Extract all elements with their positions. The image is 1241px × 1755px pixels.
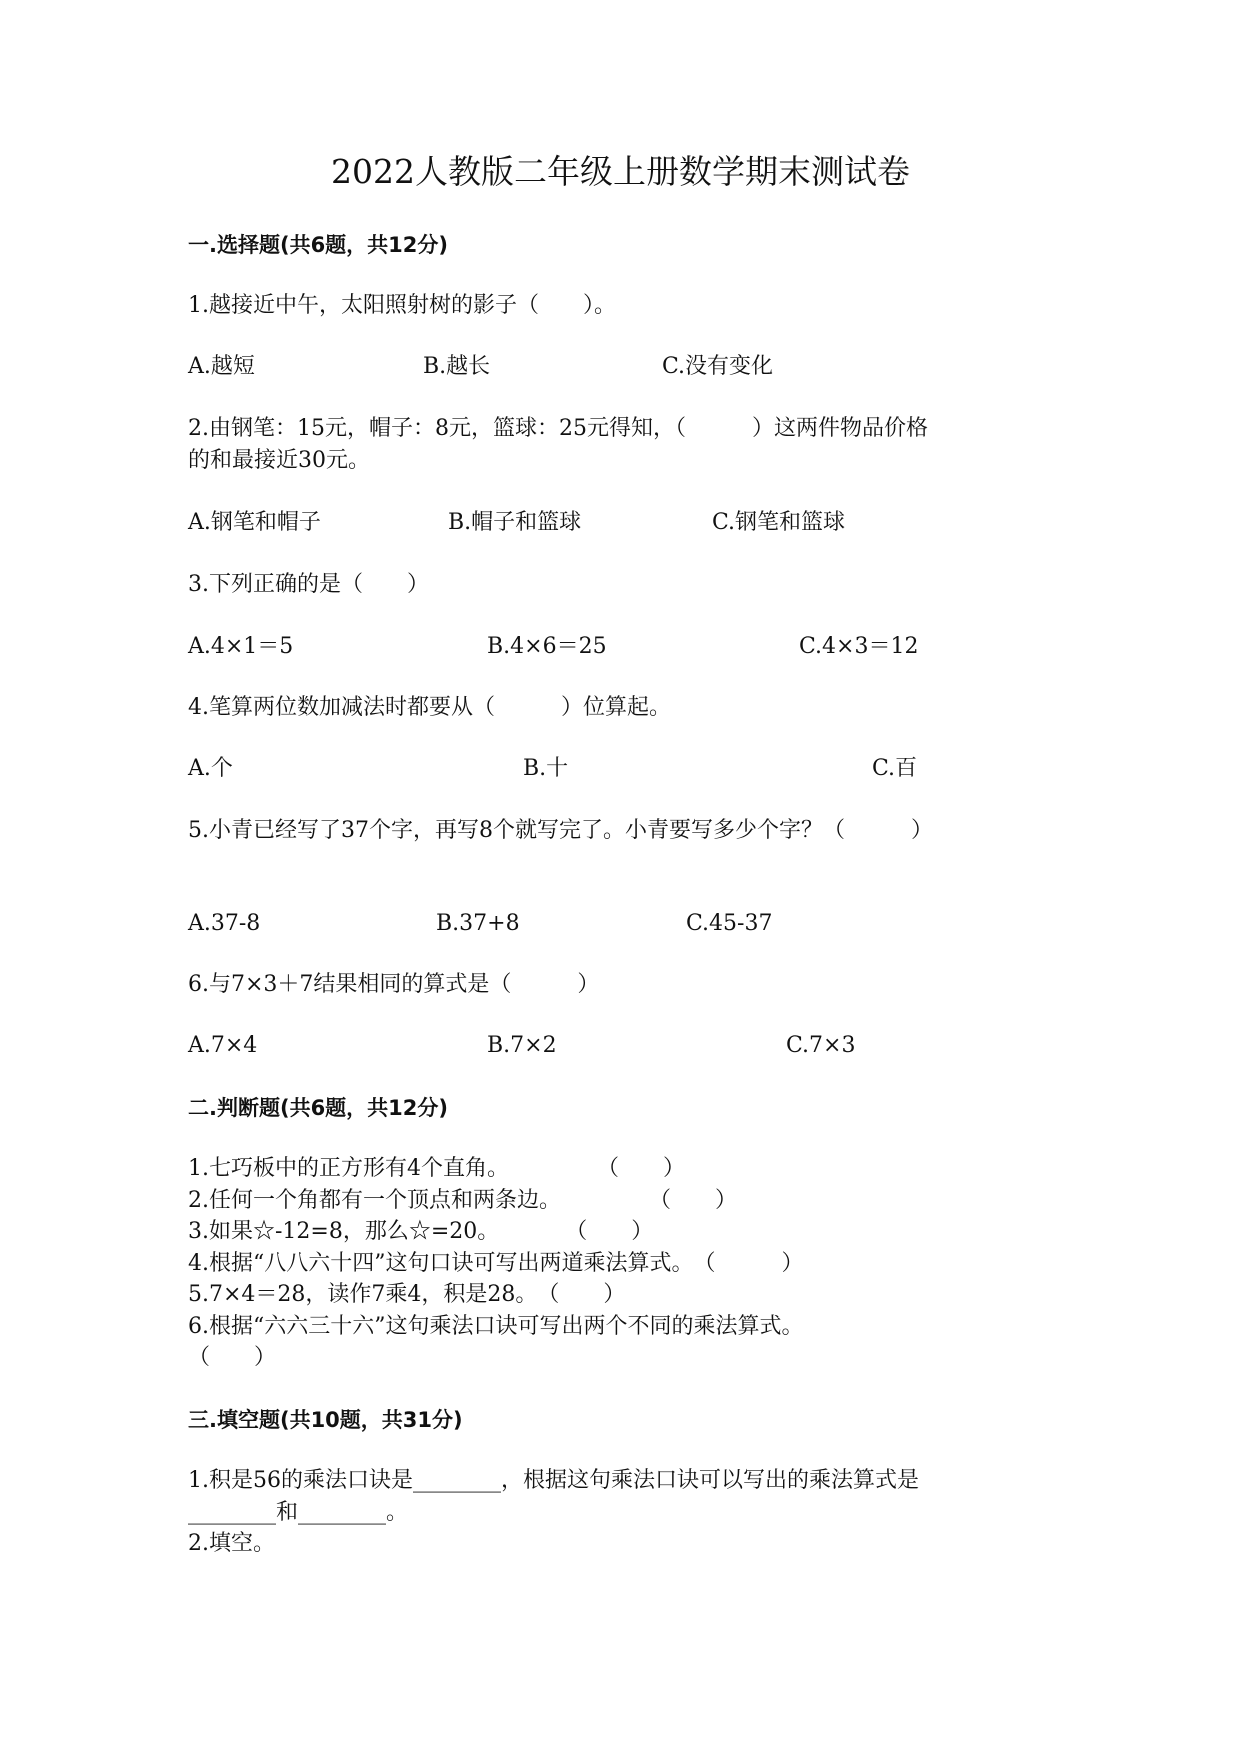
option-c: C.4×3＝12 (799, 634, 919, 659)
option-a: A.个 (188, 756, 233, 781)
option-c: C.钢笔和篮球 (712, 510, 846, 535)
option-a: A.37-8 (188, 911, 261, 936)
option-a: A.4×1＝5 (188, 634, 294, 659)
question-stem: 3.下列正确的是（ ） (188, 572, 429, 597)
judgment-item: 5.7×4＝28，读作7乘4，积是28。 （ ） (188, 1282, 626, 1307)
judgment-item: 6.根据“六六三十六”这句乘法口诀可写出两个不同的乘法算式。 (188, 1314, 804, 1339)
option-b: B.十 (523, 756, 569, 781)
option-b: B.越长 (423, 354, 491, 379)
judgment-item: 3.如果☆-12=8，那么☆=20。 （ ） (188, 1219, 654, 1244)
fill-item: 2.填空。 (188, 1531, 275, 1556)
option-b: B.帽子和篮球 (448, 510, 582, 535)
judgment-item: 4.根据“八八六十四”这句口诀可写出两道乘法算式。 （ ） (188, 1251, 804, 1276)
option-c: C.7×3 (786, 1033, 856, 1058)
question-stem: 1.越接近中午，太阳照射树的影子（ ）。 (188, 293, 616, 318)
judgment-item-continued: （ ） (188, 1345, 277, 1370)
option-a: A.钢笔和帽子 (188, 510, 321, 535)
question-stem: 5.小青已经写了37个字，再写8个就写完了。小青要写多少个字？（ ） (188, 818, 933, 843)
judgment-item: 2.任何一个角都有一个顶点和两条边。 （ ） (188, 1188, 737, 1213)
option-a: A.7×4 (188, 1033, 258, 1058)
page-title: 2022人教版二年级上册数学期末测试卷 (331, 152, 910, 191)
option-c: C.百 (872, 756, 918, 781)
option-c: C.没有变化 (662, 354, 774, 379)
option-b: B.4×6＝25 (487, 634, 607, 659)
judgment-item: 1.七巧板中的正方形有4个直角。 （ ） (188, 1156, 685, 1181)
option-c: C.45-37 (686, 911, 773, 936)
question-stem: 6.与7×3＋7结果相同的算式是（ ） (188, 972, 600, 997)
section-heading-judgment: 二.判断题(共6题，共12分) (188, 1096, 449, 1120)
option-b: B.37+8 (436, 911, 520, 936)
fill-item: 1.积是56的乘法口诀是________，根据这句乘法口诀可以写出的乘法算式是 (188, 1468, 919, 1493)
option-a: A.越短 (188, 354, 255, 379)
question-stem: 4.笔算两位数加减法时都要从（ ）位算起。 (188, 695, 671, 720)
option-b: B.7×2 (487, 1033, 557, 1058)
section-heading-fill: 三.填空题(共10题，共31分) (188, 1408, 463, 1432)
fill-item-continued: ________和________。 (188, 1500, 409, 1525)
question-stem-continued: 的和最接近30元。 (188, 448, 370, 473)
section-heading-choice: 一.选择题(共6题，共12分) (188, 233, 449, 257)
question-stem: 2.由钢笔：15元，帽子：8元，篮球：25元得知，（ ）这两件物品价格 (188, 416, 928, 441)
